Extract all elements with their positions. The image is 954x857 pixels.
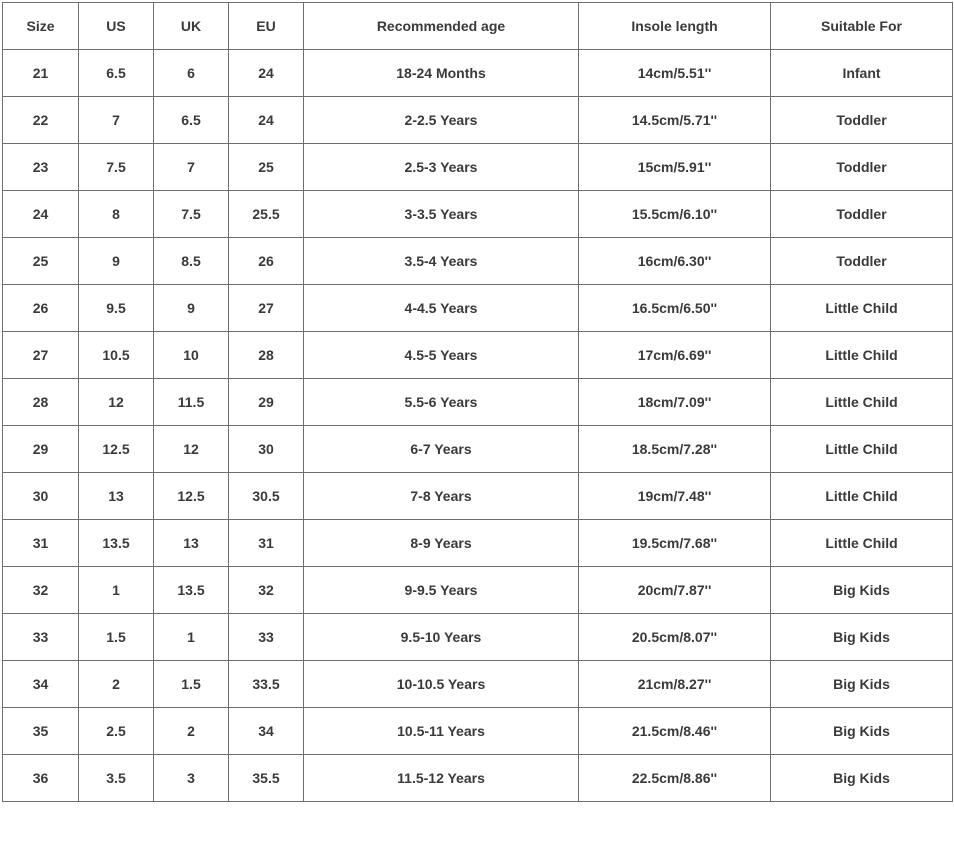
uk-cell: 1 <box>154 614 229 661</box>
size-cell: 24 <box>3 191 79 238</box>
us-cell: 2.5 <box>79 708 154 755</box>
insole-length-cell: 16.5cm/6.50'' <box>579 285 771 332</box>
eu-cell: 30.5 <box>229 473 304 520</box>
us-cell: 1.5 <box>79 614 154 661</box>
insole-length-cell: 14cm/5.51'' <box>579 50 771 97</box>
size-cell: 36 <box>3 755 79 802</box>
table-row <box>3 144 953 191</box>
eu-cell: 24 <box>229 97 304 144</box>
uk-cell: 7.5 <box>154 191 229 238</box>
us-cell: 12.5 <box>79 426 154 473</box>
uk-cell: 3 <box>154 755 229 802</box>
size-cell: 33 <box>3 614 79 661</box>
suitable-for-cell: Infant <box>771 50 953 97</box>
us-cell: 10.5 <box>79 332 154 379</box>
size-cell: 28 <box>3 379 79 426</box>
table-row <box>3 50 953 97</box>
us-cell: 8 <box>79 191 154 238</box>
recommended-age-cell: 2-2.5 Years <box>304 97 579 144</box>
size-cell: 29 <box>3 426 79 473</box>
recommended-age-cell: 9.5-10 Years <box>304 614 579 661</box>
eu-cell: 25.5 <box>229 191 304 238</box>
eu-cell: 24 <box>229 50 304 97</box>
table-row <box>3 332 953 379</box>
suitable-for-cell: Little Child <box>771 332 953 379</box>
size-cell: 30 <box>3 473 79 520</box>
recommended-age-cell: 7-8 Years <box>304 473 579 520</box>
uk-cell: 8.5 <box>154 238 229 285</box>
insole-length-cell: 18.5cm/7.28'' <box>579 426 771 473</box>
suitable-for-cell: Little Child <box>771 520 953 567</box>
suitable-for-cell: Big Kids <box>771 567 953 614</box>
eu-cell: 33 <box>229 614 304 661</box>
suitable-for-cell: Big Kids <box>771 755 953 802</box>
us-cell: 7 <box>79 97 154 144</box>
header-recommended-age: Recommended age <box>304 3 579 50</box>
insole-length-cell: 15.5cm/6.10'' <box>579 191 771 238</box>
size-cell: 35 <box>3 708 79 755</box>
size-cell: 21 <box>3 50 79 97</box>
size-cell: 22 <box>3 97 79 144</box>
uk-cell: 13 <box>154 520 229 567</box>
size-cell: 27 <box>3 332 79 379</box>
eu-cell: 25 <box>229 144 304 191</box>
insole-length-cell: 20.5cm/8.07'' <box>579 614 771 661</box>
recommended-age-cell: 10-10.5 Years <box>304 661 579 708</box>
table-row <box>3 520 953 567</box>
recommended-age-cell: 3-3.5 Years <box>304 191 579 238</box>
us-cell: 3.5 <box>79 755 154 802</box>
us-cell: 13.5 <box>79 520 154 567</box>
us-cell: 2 <box>79 661 154 708</box>
table-row <box>3 614 953 661</box>
table-row <box>3 473 953 520</box>
table-row <box>3 661 953 708</box>
insole-length-cell: 15cm/5.91'' <box>579 144 771 191</box>
header-us: US <box>79 3 154 50</box>
suitable-for-cell: Little Child <box>771 426 953 473</box>
us-cell: 12 <box>79 379 154 426</box>
recommended-age-cell: 8-9 Years <box>304 520 579 567</box>
us-cell: 6.5 <box>79 50 154 97</box>
recommended-age-cell: 9-9.5 Years <box>304 567 579 614</box>
header-eu: EU <box>229 3 304 50</box>
header-uk: UK <box>154 3 229 50</box>
size-cell: 23 <box>3 144 79 191</box>
recommended-age-cell: 5.5-6 Years <box>304 379 579 426</box>
table-row <box>3 755 953 802</box>
us-cell: 9.5 <box>79 285 154 332</box>
uk-cell: 12 <box>154 426 229 473</box>
insole-length-cell: 22.5cm/8.86'' <box>579 755 771 802</box>
suitable-for-cell: Little Child <box>771 473 953 520</box>
header-suitable-for: Suitable For <box>771 3 953 50</box>
recommended-age-cell: 4.5-5 Years <box>304 332 579 379</box>
suitable-for-cell: Toddler <box>771 144 953 191</box>
insole-length-cell: 20cm/7.87'' <box>579 567 771 614</box>
size-chart-table <box>2 2 953 802</box>
table-row <box>3 426 953 473</box>
uk-cell: 11.5 <box>154 379 229 426</box>
eu-cell: 28 <box>229 332 304 379</box>
eu-cell: 35.5 <box>229 755 304 802</box>
eu-cell: 30 <box>229 426 304 473</box>
insole-length-cell: 17cm/6.69'' <box>579 332 771 379</box>
uk-cell: 10 <box>154 332 229 379</box>
suitable-for-cell: Little Child <box>771 285 953 332</box>
uk-cell: 12.5 <box>154 473 229 520</box>
table-row <box>3 567 953 614</box>
us-cell: 13 <box>79 473 154 520</box>
size-cell: 26 <box>3 285 79 332</box>
recommended-age-cell: 4-4.5 Years <box>304 285 579 332</box>
insole-length-cell: 14.5cm/5.71'' <box>579 97 771 144</box>
eu-cell: 34 <box>229 708 304 755</box>
suitable-for-cell: Big Kids <box>771 614 953 661</box>
insole-length-cell: 19.5cm/7.68'' <box>579 520 771 567</box>
recommended-age-cell: 11.5-12 Years <box>304 755 579 802</box>
size-cell: 25 <box>3 238 79 285</box>
us-cell: 1 <box>79 567 154 614</box>
suitable-for-cell: Big Kids <box>771 661 953 708</box>
eu-cell: 27 <box>229 285 304 332</box>
recommended-age-cell: 2.5-3 Years <box>304 144 579 191</box>
size-cell: 34 <box>3 661 79 708</box>
insole-length-cell: 18cm/7.09'' <box>579 379 771 426</box>
header-insole-length: Insole length <box>579 3 771 50</box>
uk-cell: 6.5 <box>154 97 229 144</box>
uk-cell: 2 <box>154 708 229 755</box>
recommended-age-cell: 18-24 Months <box>304 50 579 97</box>
size-cell: 31 <box>3 520 79 567</box>
eu-cell: 31 <box>229 520 304 567</box>
table-row <box>3 97 953 144</box>
table-row <box>3 708 953 755</box>
suitable-for-cell: Big Kids <box>771 708 953 755</box>
insole-length-cell: 19cm/7.48'' <box>579 473 771 520</box>
eu-cell: 33.5 <box>229 661 304 708</box>
insole-length-cell: 21cm/8.27'' <box>579 661 771 708</box>
suitable-for-cell: Toddler <box>771 238 953 285</box>
table-row <box>3 191 953 238</box>
header-row <box>3 3 953 50</box>
size-cell: 32 <box>3 567 79 614</box>
suitable-for-cell: Little Child <box>771 379 953 426</box>
recommended-age-cell: 10.5-11 Years <box>304 708 579 755</box>
uk-cell: 13.5 <box>154 567 229 614</box>
uk-cell: 6 <box>154 50 229 97</box>
recommended-age-cell: 3.5-4 Years <box>304 238 579 285</box>
table-row <box>3 285 953 332</box>
header-size: Size <box>3 3 79 50</box>
uk-cell: 9 <box>154 285 229 332</box>
recommended-age-cell: 6-7 Years <box>304 426 579 473</box>
suitable-for-cell: Toddler <box>771 97 953 144</box>
eu-cell: 26 <box>229 238 304 285</box>
eu-cell: 32 <box>229 567 304 614</box>
table-row <box>3 238 953 285</box>
uk-cell: 7 <box>154 144 229 191</box>
eu-cell: 29 <box>229 379 304 426</box>
insole-length-cell: 21.5cm/8.46'' <box>579 708 771 755</box>
us-cell: 9 <box>79 238 154 285</box>
suitable-for-cell: Toddler <box>771 191 953 238</box>
us-cell: 7.5 <box>79 144 154 191</box>
uk-cell: 1.5 <box>154 661 229 708</box>
table-row <box>3 379 953 426</box>
insole-length-cell: 16cm/6.30'' <box>579 238 771 285</box>
